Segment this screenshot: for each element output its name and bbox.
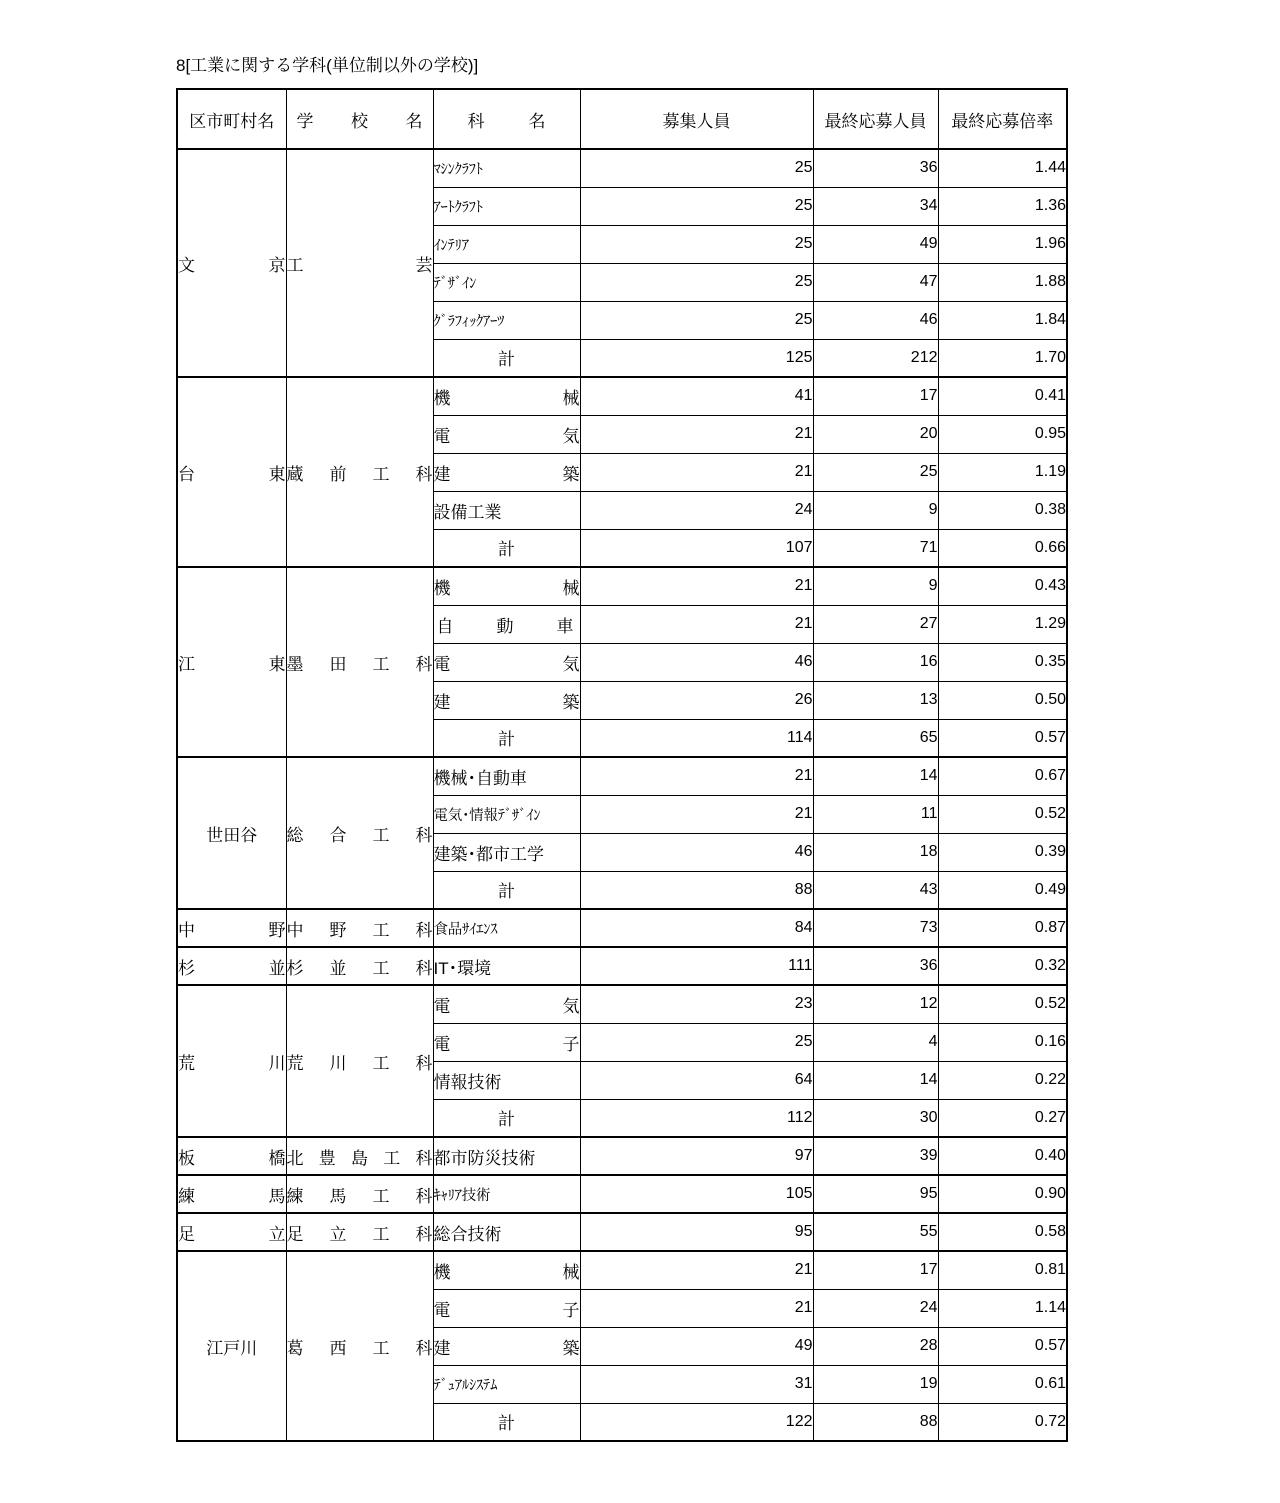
cell-applicants: 14 bbox=[813, 1061, 938, 1099]
cell-course-name: ﾃﾞｭｱﾙｼｽﾃﾑ bbox=[433, 1365, 580, 1403]
cell-quota: 111 bbox=[580, 947, 813, 985]
cell-quota: 25 bbox=[580, 225, 813, 263]
cell-quota: 21 bbox=[580, 1289, 813, 1327]
cell-course-name: 機械 bbox=[433, 1251, 580, 1289]
column-header-school: 学校名 bbox=[286, 89, 433, 149]
table-row bbox=[177, 1175, 1067, 1213]
cell-total-applicants: 65 bbox=[813, 719, 938, 757]
cell-ratio: 1.14 bbox=[938, 1289, 1067, 1327]
cell-applicants: 9 bbox=[813, 567, 938, 605]
cell-total-applicants: 71 bbox=[813, 529, 938, 567]
table-row bbox=[177, 1213, 1067, 1251]
cell-ratio: 0.35 bbox=[938, 643, 1067, 681]
cell-total-label: 計 bbox=[433, 1403, 580, 1441]
cell-quota: 97 bbox=[580, 1137, 813, 1175]
cell-total-quota: 125 bbox=[580, 339, 813, 377]
cell-total-applicants: 43 bbox=[813, 871, 938, 909]
cell-city: 台東 bbox=[177, 377, 286, 567]
cell-ratio: 0.67 bbox=[938, 757, 1067, 795]
cell-applicants: 17 bbox=[813, 377, 938, 415]
cell-total-label: 計 bbox=[433, 1099, 580, 1137]
cell-course-name: 建築 bbox=[433, 1327, 580, 1365]
cell-school: 足立工科 bbox=[286, 1213, 433, 1251]
cell-school: 墨田工科 bbox=[286, 567, 433, 757]
cell-city: 江東 bbox=[177, 567, 286, 757]
cell-applicants: 13 bbox=[813, 681, 938, 719]
cell-ratio: 0.32 bbox=[938, 947, 1067, 985]
cell-total-quota: 114 bbox=[580, 719, 813, 757]
cell-total-applicants: 88 bbox=[813, 1403, 938, 1441]
cell-applicants: 20 bbox=[813, 415, 938, 453]
cell-city: 荒川 bbox=[177, 985, 286, 1137]
cell-applicants: 46 bbox=[813, 301, 938, 339]
cell-quota: 105 bbox=[580, 1175, 813, 1213]
cell-course-name: 自動車 bbox=[433, 605, 580, 643]
cell-course-name: 機械･自動車 bbox=[433, 757, 580, 795]
cell-quota: 21 bbox=[580, 567, 813, 605]
cell-total-ratio: 0.49 bbox=[938, 871, 1067, 909]
cell-quota: 21 bbox=[580, 757, 813, 795]
table-row bbox=[177, 377, 1067, 415]
cell-quota: 84 bbox=[580, 909, 813, 947]
cell-course-name: ｸﾞﾗﾌｨｯｸｱｰﾂ bbox=[433, 301, 580, 339]
cell-course-name: ｲﾝﾃﾘｱ bbox=[433, 225, 580, 263]
cell-course-name: ｱｰﾄｸﾗﾌﾄ bbox=[433, 187, 580, 225]
cell-school: 蔵前工科 bbox=[286, 377, 433, 567]
cell-applicants: 39 bbox=[813, 1137, 938, 1175]
cell-school: 杉並工科 bbox=[286, 947, 433, 985]
table-row bbox=[177, 1137, 1067, 1175]
cell-course-name: 電気 bbox=[433, 985, 580, 1023]
cell-applicants: 73 bbox=[813, 909, 938, 947]
cell-applicants: 34 bbox=[813, 187, 938, 225]
cell-quota: 25 bbox=[580, 301, 813, 339]
cell-ratio: 1.88 bbox=[938, 263, 1067, 301]
cell-total-quota: 122 bbox=[580, 1403, 813, 1441]
cell-course-name: 電気 bbox=[433, 643, 580, 681]
cell-total-quota: 88 bbox=[580, 871, 813, 909]
cell-quota: 25 bbox=[580, 187, 813, 225]
cell-course-name: 電子 bbox=[433, 1289, 580, 1327]
cell-school: 練馬工科 bbox=[286, 1175, 433, 1213]
cell-city: 江戸川 bbox=[177, 1251, 286, 1441]
cell-applicants: 11 bbox=[813, 795, 938, 833]
cell-course-name: 建築 bbox=[433, 681, 580, 719]
table-row bbox=[177, 567, 1067, 605]
cell-course-name: 建築･都市工学 bbox=[433, 833, 580, 871]
cell-city: 文京 bbox=[177, 149, 286, 377]
cell-applicants: 36 bbox=[813, 947, 938, 985]
cell-course-name: ｷｬﾘｱ技術 bbox=[433, 1175, 580, 1213]
cell-ratio: 0.81 bbox=[938, 1251, 1067, 1289]
cell-quota: 25 bbox=[580, 263, 813, 301]
cell-course-name: 機械 bbox=[433, 377, 580, 415]
cell-total-ratio: 0.66 bbox=[938, 529, 1067, 567]
cell-applicants: 19 bbox=[813, 1365, 938, 1403]
table-row bbox=[177, 149, 1067, 187]
cell-ratio: 0.90 bbox=[938, 1175, 1067, 1213]
cell-school: 荒川工科 bbox=[286, 985, 433, 1137]
table-row bbox=[177, 1251, 1067, 1289]
cell-ratio: 1.19 bbox=[938, 453, 1067, 491]
cell-total-quota: 112 bbox=[580, 1099, 813, 1137]
cell-applicants: 36 bbox=[813, 149, 938, 187]
cell-quota: 46 bbox=[580, 643, 813, 681]
cell-ratio: 0.38 bbox=[938, 491, 1067, 529]
cell-school: 北豊島工科 bbox=[286, 1137, 433, 1175]
cell-quota: 24 bbox=[580, 491, 813, 529]
cell-quota: 64 bbox=[580, 1061, 813, 1099]
cell-ratio: 1.36 bbox=[938, 187, 1067, 225]
cell-ratio: 0.41 bbox=[938, 377, 1067, 415]
table-row bbox=[177, 909, 1067, 947]
cell-school: 中野工科 bbox=[286, 909, 433, 947]
column-header-ratio: 最終応募倍率 bbox=[938, 89, 1067, 149]
cell-school: 総合工科 bbox=[286, 757, 433, 909]
cell-ratio: 1.44 bbox=[938, 149, 1067, 187]
cell-applicants: 49 bbox=[813, 225, 938, 263]
cell-applicants: 14 bbox=[813, 757, 938, 795]
cell-total-applicants: 30 bbox=[813, 1099, 938, 1137]
cell-quota: 41 bbox=[580, 377, 813, 415]
cell-total-applicants: 212 bbox=[813, 339, 938, 377]
cell-course-name: 建築 bbox=[433, 453, 580, 491]
cell-applicants: 95 bbox=[813, 1175, 938, 1213]
cell-applicants: 28 bbox=[813, 1327, 938, 1365]
cell-ratio: 0.40 bbox=[938, 1137, 1067, 1175]
cell-city: 中野 bbox=[177, 909, 286, 947]
cell-city: 板橋 bbox=[177, 1137, 286, 1175]
admissions-table bbox=[176, 88, 1068, 1442]
cell-course-name: 情報技術 bbox=[433, 1061, 580, 1099]
cell-city: 足立 bbox=[177, 1213, 286, 1251]
column-header-course: 科名 bbox=[433, 89, 580, 149]
cell-city: 練馬 bbox=[177, 1175, 286, 1213]
cell-applicants: 27 bbox=[813, 605, 938, 643]
cell-quota: 49 bbox=[580, 1327, 813, 1365]
cell-ratio: 0.50 bbox=[938, 681, 1067, 719]
table-row bbox=[177, 757, 1067, 795]
cell-ratio: 0.57 bbox=[938, 1327, 1067, 1365]
column-header-city: 区市町村名 bbox=[177, 89, 286, 149]
cell-school: 葛西工科 bbox=[286, 1251, 433, 1441]
cell-ratio: 0.43 bbox=[938, 567, 1067, 605]
cell-quota: 21 bbox=[580, 795, 813, 833]
cell-ratio: 0.61 bbox=[938, 1365, 1067, 1403]
cell-total-label: 計 bbox=[433, 871, 580, 909]
cell-applicants: 4 bbox=[813, 1023, 938, 1061]
cell-course-name: 機械 bbox=[433, 567, 580, 605]
cell-quota: 25 bbox=[580, 149, 813, 187]
cell-applicants: 47 bbox=[813, 263, 938, 301]
page-title: 8[工業に関する学科(単位制以外の学校)] bbox=[176, 56, 479, 75]
cell-ratio: 1.29 bbox=[938, 605, 1067, 643]
header-row bbox=[177, 89, 1067, 149]
cell-applicants: 9 bbox=[813, 491, 938, 529]
cell-ratio: 0.95 bbox=[938, 415, 1067, 453]
cell-total-ratio: 1.70 bbox=[938, 339, 1067, 377]
cell-course-name: 総合技術 bbox=[433, 1213, 580, 1251]
cell-course-name: 電気 bbox=[433, 415, 580, 453]
cell-course-name: 設備工業 bbox=[433, 491, 580, 529]
cell-ratio: 0.52 bbox=[938, 985, 1067, 1023]
cell-ratio: 0.22 bbox=[938, 1061, 1067, 1099]
cell-course-name: 食品ｻｲｴﾝｽ bbox=[433, 909, 580, 947]
column-header-applicants: 最終応募人員 bbox=[813, 89, 938, 149]
cell-city: 世田谷 bbox=[177, 757, 286, 909]
cell-applicants: 24 bbox=[813, 1289, 938, 1327]
cell-ratio: 0.87 bbox=[938, 909, 1067, 947]
cell-city: 杉並 bbox=[177, 947, 286, 985]
cell-quota: 21 bbox=[580, 1251, 813, 1289]
cell-course-name: 電子 bbox=[433, 1023, 580, 1061]
cell-total-quota: 107 bbox=[580, 529, 813, 567]
cell-quota: 21 bbox=[580, 605, 813, 643]
cell-applicants: 18 bbox=[813, 833, 938, 871]
column-header-quota: 募集人員 bbox=[580, 89, 813, 149]
cell-quota: 21 bbox=[580, 453, 813, 491]
cell-quota: 25 bbox=[580, 1023, 813, 1061]
cell-applicants: 25 bbox=[813, 453, 938, 491]
cell-ratio: 0.52 bbox=[938, 795, 1067, 833]
cell-quota: 21 bbox=[580, 415, 813, 453]
cell-ratio: 1.84 bbox=[938, 301, 1067, 339]
cell-total-ratio: 0.27 bbox=[938, 1099, 1067, 1137]
cell-course-name: 都市防災技術 bbox=[433, 1137, 580, 1175]
cell-ratio: 0.39 bbox=[938, 833, 1067, 871]
table-row bbox=[177, 985, 1067, 1023]
cell-total-ratio: 0.72 bbox=[938, 1403, 1067, 1441]
cell-applicants: 55 bbox=[813, 1213, 938, 1251]
cell-quota: 46 bbox=[580, 833, 813, 871]
cell-quota: 23 bbox=[580, 985, 813, 1023]
cell-quota: 31 bbox=[580, 1365, 813, 1403]
cell-applicants: 17 bbox=[813, 1251, 938, 1289]
cell-applicants: 12 bbox=[813, 985, 938, 1023]
cell-school: 工芸 bbox=[286, 149, 433, 377]
cell-quota: 95 bbox=[580, 1213, 813, 1251]
cell-applicants: 16 bbox=[813, 643, 938, 681]
table-body bbox=[177, 149, 1067, 1441]
cell-ratio: 0.16 bbox=[938, 1023, 1067, 1061]
cell-total-label: 計 bbox=[433, 529, 580, 567]
cell-course-name: 電気･情報ﾃﾞｻﾞｲﾝ bbox=[433, 795, 580, 833]
cell-quota: 26 bbox=[580, 681, 813, 719]
cell-ratio: 1.96 bbox=[938, 225, 1067, 263]
cell-course-name: IT･環境 bbox=[433, 947, 580, 985]
table-header bbox=[177, 89, 1067, 149]
cell-ratio: 0.58 bbox=[938, 1213, 1067, 1251]
cell-total-label: 計 bbox=[433, 339, 580, 377]
cell-course-name: ﾃﾞｻﾞｲﾝ bbox=[433, 263, 580, 301]
cell-course-name: ﾏｼﾝｸﾗﾌﾄ bbox=[433, 149, 580, 187]
cell-total-label: 計 bbox=[433, 719, 580, 757]
cell-total-ratio: 0.57 bbox=[938, 719, 1067, 757]
table-row bbox=[177, 947, 1067, 985]
